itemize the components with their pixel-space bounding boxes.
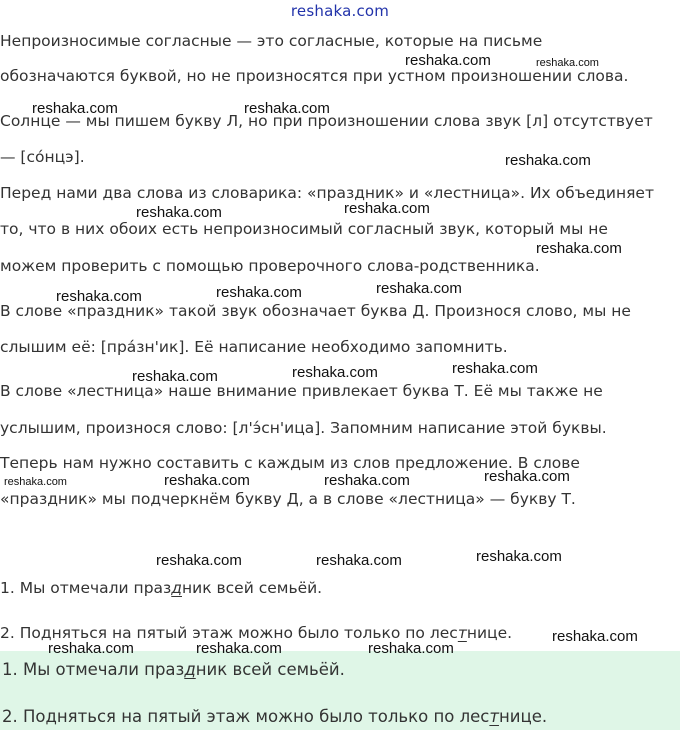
text-line: обозначаются буквой, но не произносятся при устном произношении слова.: [0, 67, 629, 85]
answer-text: ник всей семьёй.: [195, 660, 345, 679]
watermark: reshaka.com: [476, 548, 562, 565]
watermark: reshaka.com: [324, 472, 410, 489]
watermark: reshaka.com: [344, 200, 430, 217]
watermark: reshaka.com: [32, 100, 118, 117]
text-line: Непроизносимые согласные — это согласные, которые на письме: [0, 32, 543, 50]
watermark: reshaka.com: [196, 640, 282, 657]
watermark: reshaka.com: [536, 57, 599, 69]
watermark: reshaka.com: [405, 52, 491, 69]
site-header[interactable]: reshaka.com: [290, 2, 390, 20]
watermark: reshaka.com: [48, 640, 134, 657]
text-line: услышим, произнося слово: [л'э́сн'ица]. Запомним написание этой буквы.: [0, 419, 607, 437]
underlined-letter: д: [184, 660, 196, 679]
text-line: можем проверить с помощью проверочного слова-родственника.: [0, 257, 540, 275]
text-line: В слове «праздник» такой звук обозначает буква Д. Произнося слово, мы не: [0, 302, 631, 320]
answer-line-1: [2, 660, 345, 679]
watermark: reshaka.com: [164, 472, 250, 489]
watermark: reshaka.com: [552, 628, 638, 645]
answer-line-2: [2, 707, 547, 726]
text-line: Теперь нам нужно составить с каждым из слов предложение. В слове: [0, 454, 580, 472]
underlined-letter: т: [489, 707, 499, 726]
watermark: reshaka.com: [56, 288, 142, 305]
watermark: reshaka.com: [4, 476, 67, 488]
text-line: слышим её: [пра́зн'ик]. Её написание необходимо запомнить.: [0, 338, 508, 356]
watermark: reshaka.com: [244, 100, 330, 117]
watermark: reshaka.com: [376, 280, 462, 297]
text-line: В слове «лестница» наше внимание привлекает буква Т. Её мы также не: [0, 382, 603, 400]
text-line: то, что в них обоих есть непроизносимый согласный звук, который мы не: [0, 220, 608, 238]
watermark: reshaka.com: [156, 552, 242, 569]
text-line: — [со́нцэ].: [0, 148, 85, 166]
sentence-text: нице.: [466, 624, 513, 642]
answer-text: нице.: [498, 707, 548, 726]
watermark: reshaka.com: [368, 640, 454, 657]
watermark: reshaka.com: [292, 364, 378, 381]
text-line: Солнце — мы пишем букву Л, но при произношении слова звук [л] отсутствует: [0, 112, 653, 130]
text-line: Перед нами два слова из словарика: «праздник» и «лестница». Их объединяет: [0, 184, 654, 202]
answer-text: 1. Мы отмечали праз: [2, 660, 185, 679]
sentence-text: 2. Подняться на пятый этаж можно было только по лес: [0, 624, 458, 642]
sentence-text: 1. Мы отмечали праз: [0, 579, 172, 597]
watermark: reshaka.com: [536, 240, 622, 257]
watermark: reshaka.com: [484, 468, 570, 485]
watermark: reshaka.com: [452, 360, 538, 377]
sentence-1: [0, 579, 322, 597]
answer-box: [0, 651, 680, 730]
watermark: reshaka.com: [216, 284, 302, 301]
watermark: reshaka.com: [316, 552, 402, 569]
watermark: reshaka.com: [132, 368, 218, 385]
watermark: reshaka.com: [505, 152, 591, 169]
watermark: reshaka.com: [136, 204, 222, 221]
underlined-letter: т: [457, 624, 467, 642]
sentence-text: ник всей семьёй.: [182, 579, 323, 597]
underlined-letter: д: [171, 579, 182, 597]
answer-text: 2. Подняться на пятый этаж можно было только по лес: [2, 707, 490, 726]
text-line: «праздник» мы подчеркнём букву Д, а в слове «лестница» — букву Т.: [0, 490, 576, 508]
